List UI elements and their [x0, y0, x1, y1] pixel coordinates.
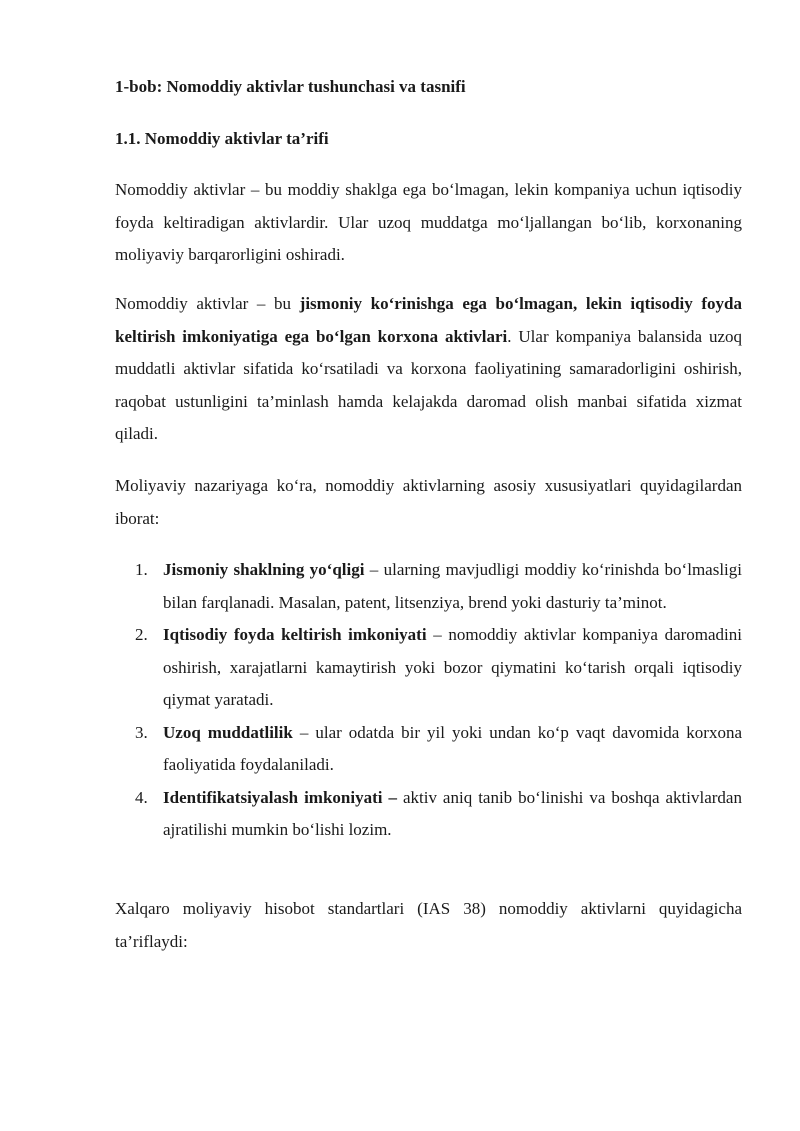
list-item-term: Uzoq muddatlilik	[163, 722, 293, 742]
list-number: 3.	[135, 722, 148, 742]
characteristics-list	[115, 554, 742, 847]
section-title: 1.1. Nomoddiy aktivlar ta’rifi	[115, 129, 329, 148]
chapter-title: 1-bob: Nomoddiy aktivlar tushunchasi va tasnifi	[115, 77, 466, 96]
list-item-term: Iqtisodiy foyda keltirish imkoniyati	[163, 625, 427, 644]
paragraph-ias38: Xalqaro moliyaviy hisobot standartlari (IAS 38) nomoddiy aktivlarni quyidagicha ta’riflaydi:	[115, 899, 742, 951]
list-number: 1.	[135, 560, 148, 579]
list-item-text: aktiv aniq tanib bo‘linishi va boshqa aktivlardan ajratilishi mumkin bo‘lishi lozim.	[163, 787, 742, 839]
list-item-term: Jismoniy shaklning yo‘qligi	[163, 560, 365, 579]
paragraph-bold-text: jismoniy ko‘rinishga ega bo‘lmagan, lekin iqtisodiy foyda keltirish imkoniyatiga ega bo‘lgan korxona aktivlari	[115, 294, 742, 346]
list-item	[115, 619, 742, 717]
list-item-text: – nomoddiy aktivlar kompaniya daromadini oshirish, xarajatlarni kamaytirish yoki bozor qiymatini ko‘tarish orqali iqtisodiy qiymat yaratadi.	[163, 625, 742, 709]
paragraph-intro-list: Moliyaviy nazariyaga ko‘ra, nomoddiy aktivlarning asosiy xususiyatlari quyidagilardan iborat:	[115, 476, 742, 528]
list-item-term: Identifikatsiyalash imkoniyati –	[163, 787, 397, 807]
list-item-text: – ular odatda bir yil yoki undan ko‘p vaqt davomida korxona faoliyatida foydalaniladi.	[163, 722, 742, 774]
paragraph-text: Nomoddiy aktivlar – bu	[115, 294, 300, 313]
list-number: 2.	[135, 625, 148, 644]
list-item-text: – ularning mavjudligi moddiy ko‘rinishda bo‘lmasligi bilan farqlanadi. Masalan, patent, litsenziya, brend yoki dasturiy ta’minot.	[163, 560, 742, 612]
paragraph-text: . Ular kompaniya balansida uzoq muddatli aktivlar sifatida ko‘rsatiladi va korxona faoliyatining samaradorligini oshirish, raqobat ustunligini ta’minlash hamda kelajakda daromad olish manbai sifatida xizmat qiladi.	[115, 326, 742, 443]
list-item	[115, 782, 742, 847]
paragraph-definition: Nomoddiy aktivlar – bu moddiy shaklga ega bo‘lmagan, lekin kompaniya uchun iqtisodiy foyda keltiradigan aktivlardir. Ular uzoq muddatga mo‘ljallangan bo‘lib, korxonaning moliyaviy barqarorligini oshiradi.	[115, 180, 742, 264]
list-item	[115, 554, 742, 619]
paragraph-extended-definition	[115, 288, 742, 451]
list-number: 4.	[135, 787, 148, 807]
list-item	[115, 717, 742, 782]
